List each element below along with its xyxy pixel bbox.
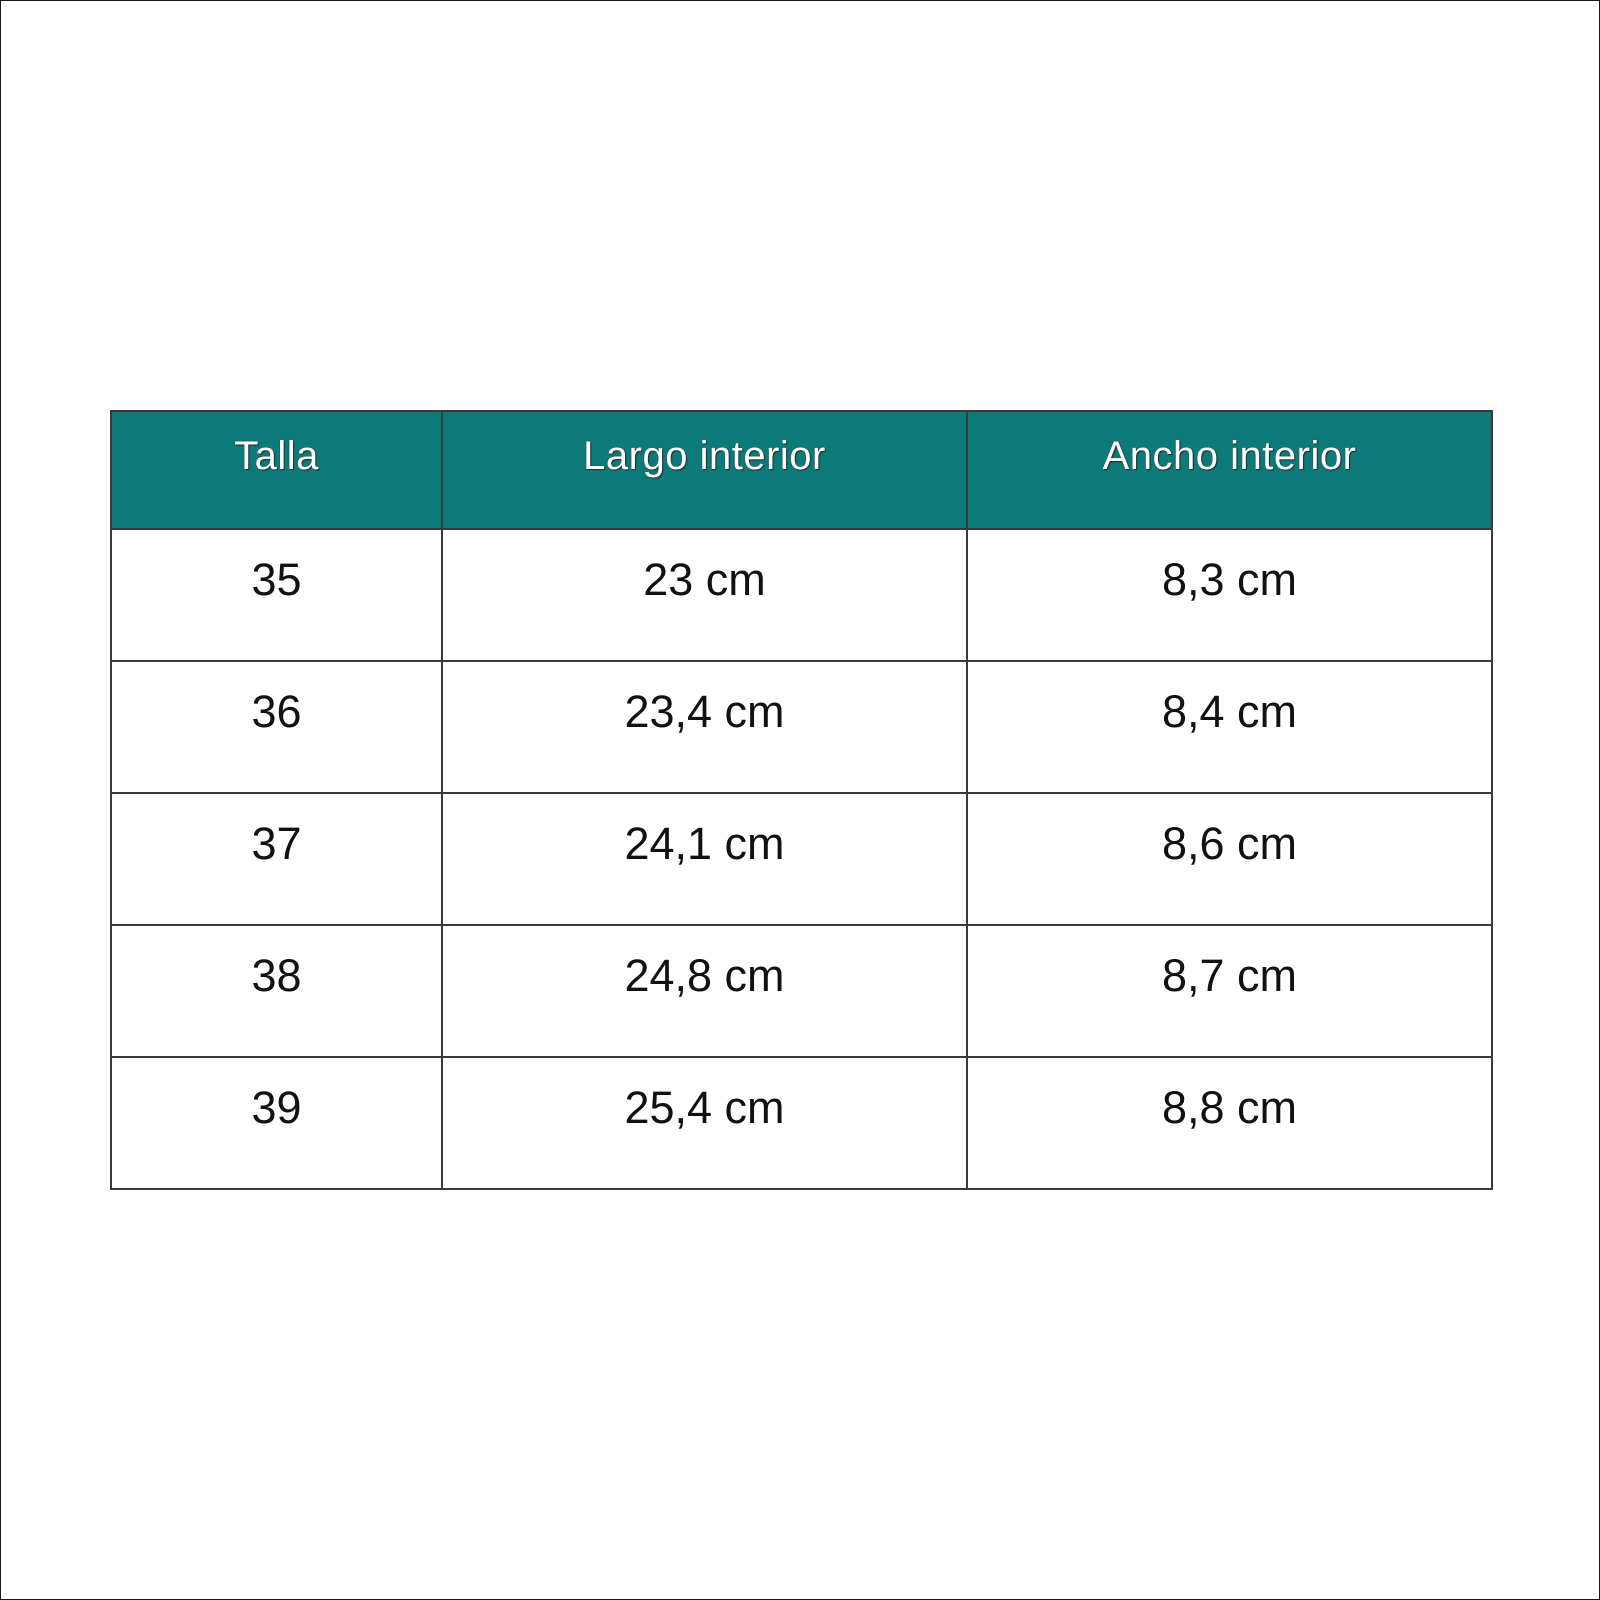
cell-ancho: 8,3 cm xyxy=(967,529,1492,661)
header-largo-interior: Largo interior xyxy=(442,411,967,529)
cell-ancho: 8,7 cm xyxy=(967,925,1492,1057)
cell-largo: 24,8 cm xyxy=(442,925,967,1057)
header-row xyxy=(111,411,1492,529)
table-row xyxy=(111,793,1492,925)
cell-largo: 24,1 cm xyxy=(442,793,967,925)
cell-largo: 23,4 cm xyxy=(442,661,967,793)
table-body xyxy=(111,529,1492,1189)
cell-talla: 37 xyxy=(111,793,442,925)
size-chart-table xyxy=(110,410,1493,1190)
cell-talla: 35 xyxy=(111,529,442,661)
cell-largo: 23 cm xyxy=(442,529,967,661)
cell-talla: 38 xyxy=(111,925,442,1057)
table-row xyxy=(111,529,1492,661)
cell-ancho: 8,8 cm xyxy=(967,1057,1492,1189)
cell-largo: 25,4 cm xyxy=(442,1057,967,1189)
cell-talla: 36 xyxy=(111,661,442,793)
table-row xyxy=(111,661,1492,793)
header-talla: Talla xyxy=(111,411,442,529)
table-row xyxy=(111,925,1492,1057)
cell-ancho: 8,4 cm xyxy=(967,661,1492,793)
cell-talla: 39 xyxy=(111,1057,442,1189)
table-row xyxy=(111,1057,1492,1189)
table-header xyxy=(111,411,1492,529)
header-ancho-interior: Ancho interior xyxy=(967,411,1492,529)
cell-ancho: 8,6 cm xyxy=(967,793,1492,925)
